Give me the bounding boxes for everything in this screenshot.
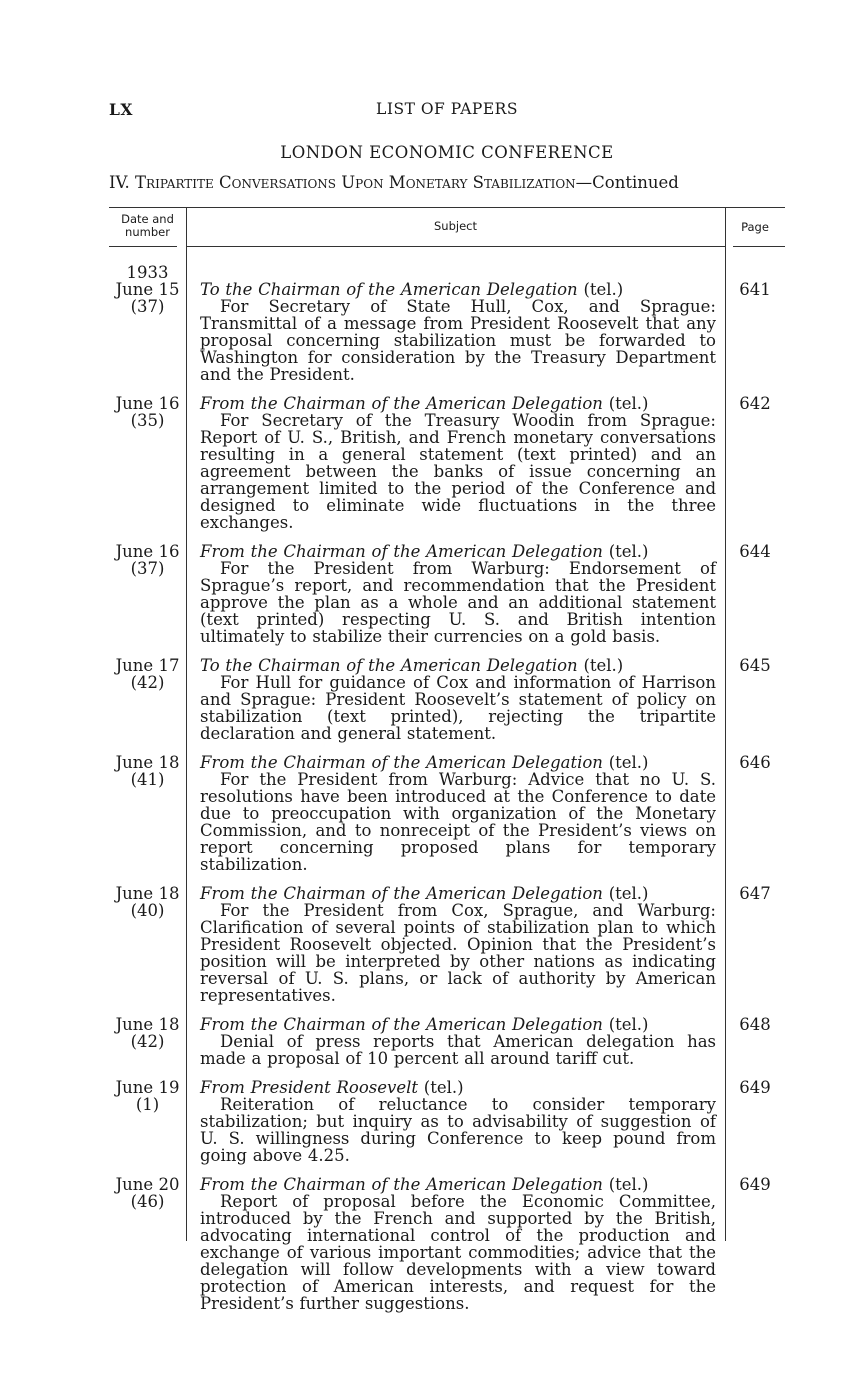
row-number: (41) <box>130 770 165 789</box>
row-heading-text: From the Chairman of the American Delegation <box>200 1175 603 1194</box>
row-date: June 15 <box>115 280 180 299</box>
row-heading <box>200 754 716 771</box>
table-row <box>109 1176 785 1312</box>
row-number: (46) <box>130 1192 165 1211</box>
table-top-rule <box>109 207 785 208</box>
header-rule-subject <box>186 246 725 247</box>
row-date-number <box>109 281 186 315</box>
page-folio: LX <box>109 100 133 119</box>
column-header-date: Date and number <box>121 212 174 239</box>
row-date-number <box>109 754 186 788</box>
row-tel: (tel.) <box>583 656 624 675</box>
row-date-number <box>109 1016 186 1050</box>
row-page: 649 <box>739 1175 771 1194</box>
row-date-number <box>109 657 186 691</box>
row-date: June 20 <box>115 1175 180 1194</box>
row-subject <box>200 395 716 531</box>
row-number: (35) <box>130 411 165 430</box>
row-summary: Denial of press reports that American delegation has made a proposal of 10 percent all around tariff cut. <box>200 1032 716 1068</box>
row-date-number <box>109 1079 186 1113</box>
row-heading <box>200 657 716 674</box>
row-tel: (tel.) <box>608 1015 649 1034</box>
row-date: June 19 <box>115 1078 180 1097</box>
row-summary: Report of proposal before the Economic Committee, introduced by the French and supported by the British, advocating international control of the production and exchange of various important commodities; advice that the delegation will follow developments with a view toward protection of American interests, and request for the President’s further suggestions. <box>200 1192 716 1313</box>
papers-table <box>109 207 785 1313</box>
table-row <box>109 1079 785 1164</box>
row-tel: (tel.) <box>608 1175 649 1194</box>
row-number: (40) <box>130 901 165 920</box>
row-number: (42) <box>130 673 165 692</box>
row-summary: For Hull for guidance of Cox and information of Harrison and Sprague: President Roosevelt’s statement of policy on stabilization (text printed), rejecting the tripartite declaration and general statement. <box>200 673 716 743</box>
row-summary: For the President from Cox, Sprague, and Warburg: Clarification of several points of stabilization plan to which President Roosevelt objected. Opinion that the President’s position will be interpreted by other nations as indicating reversal of U. S. plans, or lack of authority by American representatives. <box>200 901 716 1005</box>
column-header-page: Page <box>741 220 769 234</box>
row-summary: For Secretary of State Hull, Cox, and Sprague: Transmittal of a message from President Roosevelt that any proposal concerning stabilization must be forwarded to Washington for consideration by the Treasury Department and the President. <box>200 297 716 384</box>
row-tel: (tel.) <box>583 280 624 299</box>
row-summary: For the President from Warburg: Advice that no U. S. resolutions have been introduced at the Conference to date due to preoccupation with organization of the Monetary Commission, and to nonreceipt of the President’s views on report concerning proposed plans for temporary stabilization. <box>200 770 716 874</box>
table-row <box>109 543 785 645</box>
row-summary: For the President from Warburg: Endorsement of Sprague’s report, and recommendation that the President approve the plan as a whole and an additional statement (text printed) respecting U. S. and British intention ultimately to stabilize their currencies on a gold basis. <box>200 559 716 646</box>
row-page: 649 <box>739 1078 771 1097</box>
running-title: LIST OF PAPERS <box>376 100 518 118</box>
row-subject <box>200 1176 716 1312</box>
row-tel: (tel.) <box>608 394 649 413</box>
section-title <box>109 173 789 192</box>
table-row <box>109 754 785 873</box>
row-date-number <box>109 543 186 577</box>
row-heading <box>200 1176 716 1193</box>
row-number: (37) <box>130 297 165 316</box>
row-tel: (tel.) <box>608 884 649 903</box>
row-heading <box>200 281 716 298</box>
table-row <box>109 1016 785 1067</box>
row-page: 641 <box>739 280 771 299</box>
row-page: 644 <box>739 542 771 561</box>
row-date-number <box>109 885 186 919</box>
section-continued: —Continued <box>575 173 679 192</box>
row-tel: (tel.) <box>423 1078 464 1097</box>
row-subject <box>200 543 716 645</box>
row-heading-text: From the Chairman of the American Delegation <box>200 394 603 413</box>
row-page: 648 <box>739 1015 771 1034</box>
header-rule-page <box>733 246 785 247</box>
row-date: June 18 <box>115 753 180 772</box>
row-heading-text: From the Chairman of the American Delegation <box>200 753 603 772</box>
section-name: Tripartite Conversations Upon Monetary Stabilization <box>135 173 576 192</box>
row-subject <box>200 754 716 873</box>
row-tel: (tel.) <box>608 753 649 772</box>
row-heading <box>200 1079 716 1096</box>
table-row <box>109 885 785 1004</box>
row-page: 642 <box>739 394 771 413</box>
row-tel: (tel.) <box>608 542 649 561</box>
row-number: (42) <box>130 1032 165 1051</box>
row-date: June 18 <box>115 1015 180 1034</box>
row-date: June 16 <box>115 542 180 561</box>
row-heading <box>200 543 716 560</box>
table-row <box>109 395 785 531</box>
column-header-subject: Subject <box>434 219 477 233</box>
row-date: June 16 <box>115 394 180 413</box>
row-heading-text: From the Chairman of the American Delegation <box>200 884 603 903</box>
row-summary: For Secretary of the Treasury Woodin from Sprague: Report of U. S., British, and French monetary conversations resulting in a general statement (text printed) and an agreement between the banks of issue concerning an arrangement limited to the period of the Conference and designed to eliminate wide fluctuations in the three exchanges. <box>200 411 716 532</box>
row-date-number <box>109 1176 186 1210</box>
row-date: June 17 <box>115 656 180 675</box>
row-subject <box>200 885 716 1004</box>
row-heading-text: From the Chairman of the American Delegation <box>200 1015 603 1034</box>
year-label: 1933 <box>126 263 169 282</box>
row-date-number <box>109 395 186 429</box>
row-subject <box>200 281 716 383</box>
row-subject <box>200 1079 716 1164</box>
row-summary: Reiteration of reluctance to consider temporary stabilization; but inquiry as to advisability of suggestion of U. S. willingness during Conference to keep pound from going above 4.25. <box>200 1095 716 1165</box>
table-row <box>109 281 785 383</box>
section-numeral: IV. <box>109 173 130 192</box>
row-heading-text: To the Chairman of the American Delegation <box>200 280 578 299</box>
row-number: (37) <box>130 559 165 578</box>
row-number: (1) <box>135 1095 160 1114</box>
row-heading-text: From President Roosevelt <box>200 1078 419 1097</box>
row-heading <box>200 1016 716 1033</box>
row-subject <box>200 657 716 742</box>
conference-title: LONDON ECONOMIC CONFERENCE <box>280 143 614 162</box>
row-heading <box>200 885 716 902</box>
header-rule-date <box>109 246 177 247</box>
row-date: June 18 <box>115 884 180 903</box>
table-row <box>109 657 785 742</box>
row-heading <box>200 395 716 412</box>
row-subject <box>200 1016 716 1067</box>
row-heading-text: From the Chairman of the American Delegation <box>200 542 603 561</box>
table-rows <box>109 281 785 1324</box>
row-page: 647 <box>739 884 771 903</box>
row-page: 646 <box>739 753 771 772</box>
row-page: 645 <box>739 656 771 675</box>
row-heading-text: To the Chairman of the American Delegation <box>200 656 578 675</box>
